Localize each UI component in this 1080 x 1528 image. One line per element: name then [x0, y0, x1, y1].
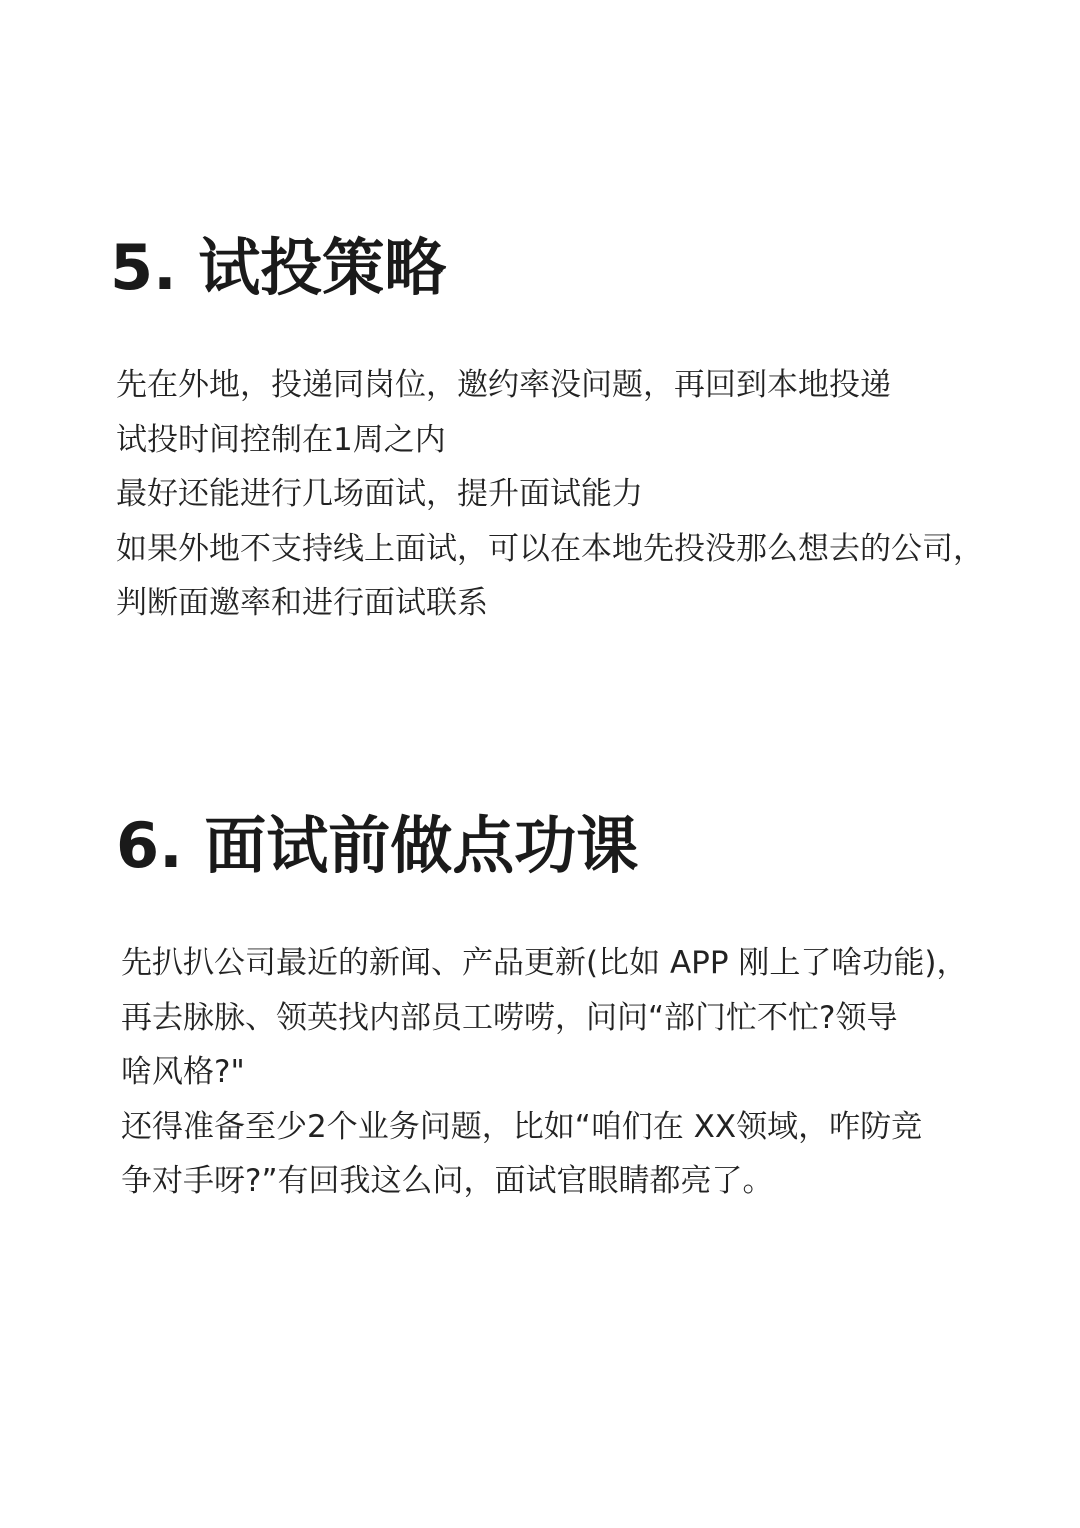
body-line: 再去脉脉、领英找内部员工唠唠，问问“部门忙不忙?领导	[121, 999, 898, 1036]
body-line: 判断面邀率和进行面试联系	[116, 585, 488, 621]
section-body	[116, 358, 984, 631]
body-line: 如果外地不支持线上面试，可以在本地先投没那么想去的公司，	[116, 530, 984, 567]
body-line: 还得准备至少2个业务问题，比如“咱们在 XX领域，咋防竞	[121, 1108, 923, 1145]
body-line: 啥风格?"	[121, 1054, 245, 1090]
body-line: 最好还能进行几场面试，提升面试能力	[116, 476, 643, 512]
body-line: 争对手呀?”有回我这么问，面试官眼睛都亮了。	[121, 1163, 774, 1199]
section-body	[121, 936, 968, 1209]
section-heading: 5. 试投策略	[110, 231, 447, 304]
section-heading: 6. 面试前做点功课	[116, 809, 639, 882]
body-line: 试投时间控制在1周之内	[116, 421, 446, 458]
body-line: 先扒扒公司最近的新闻、产品更新(比如 APP 刚上了啥功能)，	[121, 945, 968, 981]
body-line: 先在外地，投递同岗位，邀约率没问题，再回到本地投递	[116, 367, 891, 403]
